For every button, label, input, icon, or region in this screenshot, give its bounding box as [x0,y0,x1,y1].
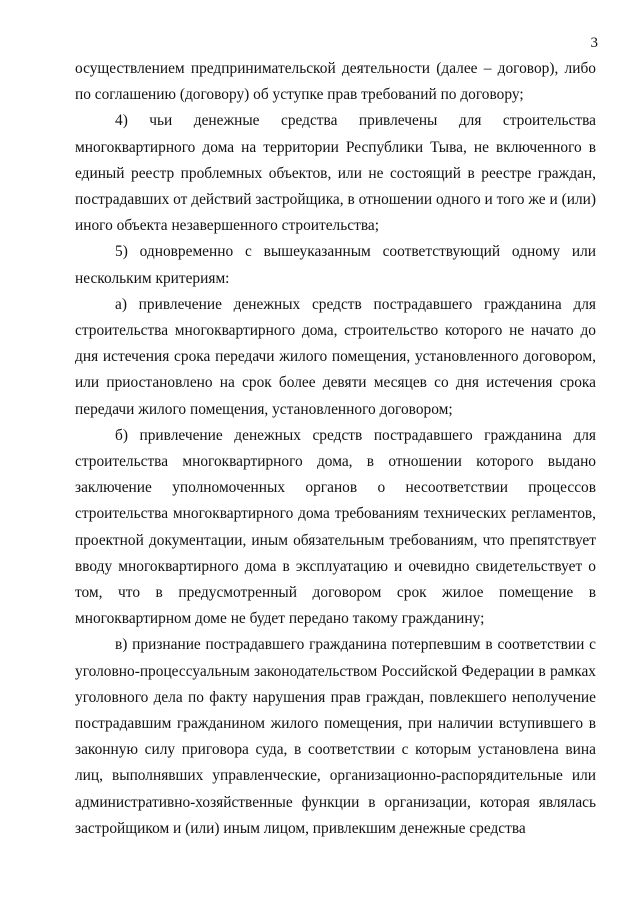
paragraph-continuation: осуществлением предпринимательской деятельности (далее – договор), либо по соглашению (договору) об уступке прав требований по договору; [75,60,596,104]
paragraph-subitem-a: а) привлечение денежных средств пострадавшего гражданина для строительства многоквартирного дома, строительство которого не начато до дня истечения срока передачи жилого помещения, установленного договором, или приостановлено на срок более девяти месяцев со дня истечения срока передачи жилого помещения, установленного договором; [75,295,596,418]
page-number: 3 [590,35,598,51]
paragraph-item-4: 4) чьи денежные средства привлечены для строительства многоквартирного дома на территории Республики Тыва, не включенного в единый реестр проблемных объектов, или не состоящий в реестре граждан, пострадавших от действий застройщика, в отношении одного и того же и (или) иного объекта незавершенного строительства; [75,112,596,235]
document-body [75,56,596,842]
paragraph-subitem-b: б) привлечение денежных средств пострадавшего гражданина для строительства многоквартирного дома, в отношении которого выдано заключение уполномоченных органов о несоответствии процессов строительства многоквартирного дома требованиям технических регламентов, проектной документации, иным обязательным требованиям, что препятствует вводу многоквартирного дома в эксплуатацию и очевидно свидетельствует о том, что в предусмотренный договором срок жилое помещение в многоквартирном доме не будет передано такому гражданину; [75,426,596,628]
paragraph-subitem-v: в) признание пострадавшего гражданина потерпевшим в соответствии с уголовно-процессуальным законодательством Российской Федерации в рамках уголовного дела по факту нарушения прав граждан, повлекшего неполучение пострадавшим гражданином жилого помещения, при наличии вступившего в законную силу приговора суда, в соответствии с которым установлена вина лиц, выполнявших управленческие, организационно-распорядительные или административно-хозяйственные функции в организации, которая являлась застройщиком и (или) иным лицом, привлекшим денежные средства [75,636,596,837]
paragraph-item-5: 5) одновременно с вышеуказанным соответствующий одному или нескольким критериям: [75,243,596,287]
